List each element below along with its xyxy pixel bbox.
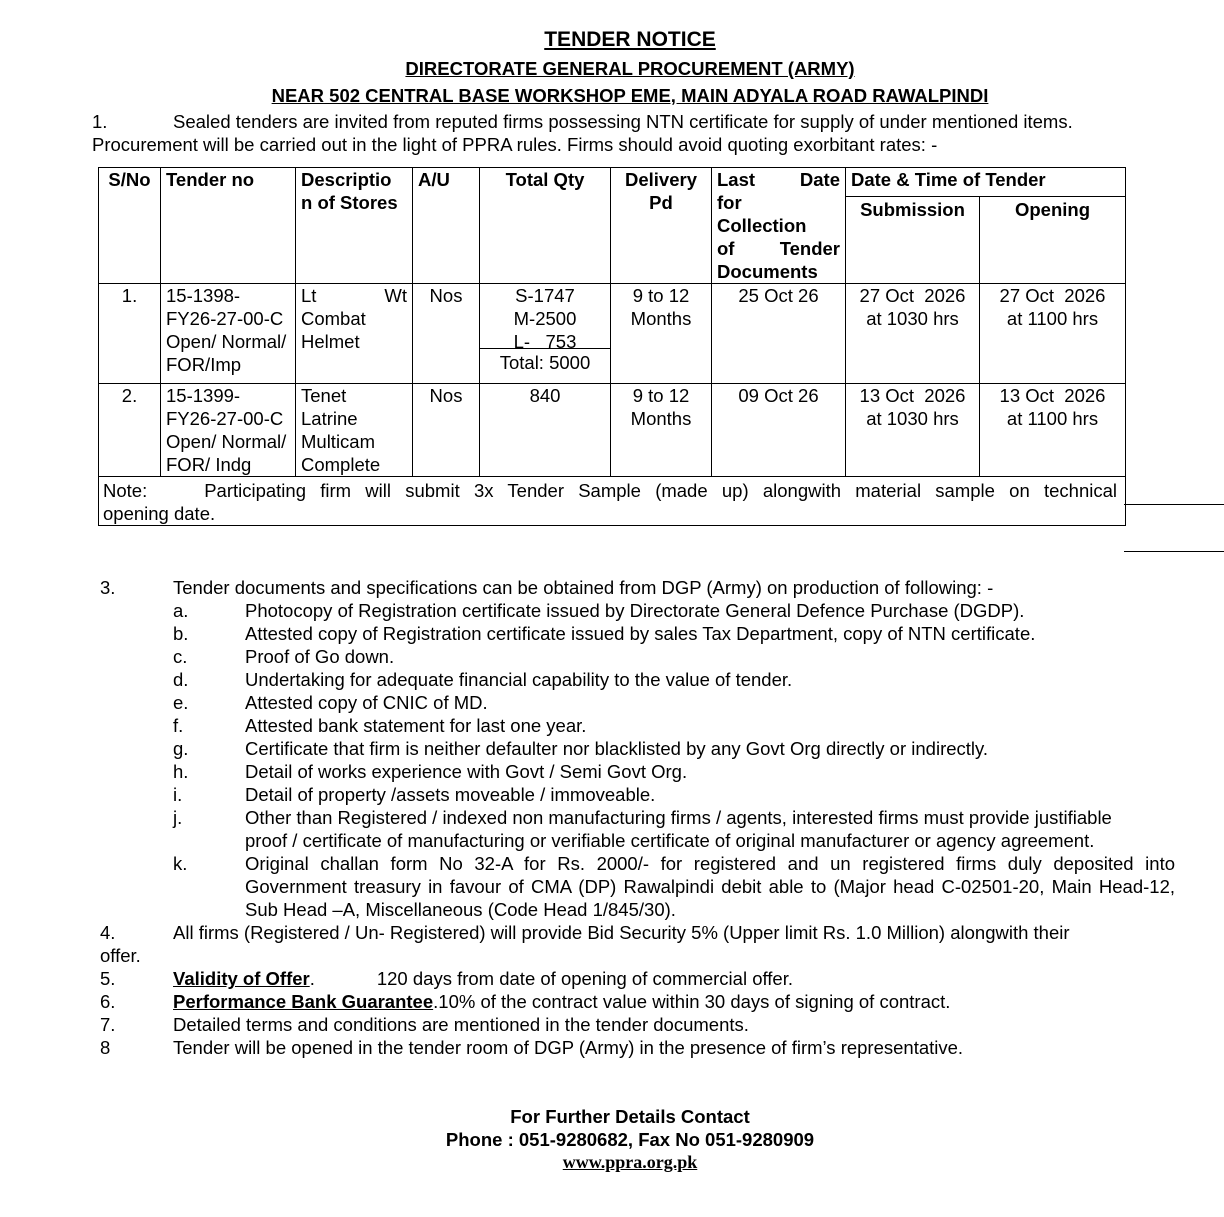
cell-delivery <box>611 384 712 477</box>
list-item <box>100 691 1175 714</box>
para-text: Tender documents and specifications can be obtained from DGP (Army) on production of following: - <box>173 577 994 598</box>
tender-no-line: 15-1399- <box>166 385 241 406</box>
para-text: 10% of the contract value within 30 days of signing of contract. <box>438 991 951 1012</box>
list-item <box>100 806 1175 852</box>
para-number: 1. <box>92 111 108 132</box>
item-text: Detail of works experience with Govt / Semi Govt Org. <box>245 761 688 782</box>
para-7 <box>100 1013 1175 1036</box>
tender-no-line: 15-1398- <box>166 285 241 306</box>
cell-opening <box>980 384 1126 477</box>
header-date-time: Date & Time of Tender <box>846 168 1126 197</box>
header-opening: Opening <box>980 197 1126 284</box>
header-last-date-word: for <box>717 192 742 213</box>
list-item <box>100 668 1175 691</box>
cell-description <box>296 284 413 384</box>
list-item <box>100 645 1175 668</box>
item-letter: g. <box>173 738 189 759</box>
cell-sno: 1. <box>99 284 161 384</box>
contact-phone-fax: Phone : 051-9280682, Fax No 051-9280909 <box>445 1129 815 1150</box>
intro-paragraph <box>92 110 1162 156</box>
para-text: 120 days from date of opening of commercial offer. <box>376 968 794 989</box>
cell-total-qty: 840 <box>480 384 611 477</box>
tender-no-line: FY26-27-00-C <box>166 408 284 429</box>
cell-submission <box>846 284 980 384</box>
item-text: Attested bank statement for last one year. <box>245 715 587 736</box>
organization-name: DIRECTORATE GENERAL PROCUREMENT (ARMY) <box>405 58 855 79</box>
item-letter: a. <box>173 600 189 621</box>
note-line2: opening date. <box>103 503 216 524</box>
opening-date: 13 Oct 2026 <box>999 385 1106 406</box>
cell-au: Nos <box>413 284 480 384</box>
para-6: 6. Performance Bank Guarantee.10% of the contract value within 30 days of signing of contract. <box>100 991 951 1012</box>
list-item <box>100 783 1175 806</box>
desc-line: Tenet <box>301 385 347 406</box>
cell-description <box>296 384 413 477</box>
tender-no-line: FY26-27-00-C <box>166 308 284 329</box>
para-4-cont: offer. <box>100 945 141 966</box>
item-text: Detail of property /assets moveable / immoveable. <box>245 784 656 805</box>
header-last-date-word: Collection <box>717 215 807 236</box>
header-sno: S/No <box>99 168 161 284</box>
header-delivery: Delivery Pd <box>611 168 712 284</box>
para-3 <box>100 576 1175 599</box>
header-last-date <box>712 168 846 284</box>
note-line1: Note: Participating firm will submit 3x Tender Sample (made up) alongwith material sample on technical <box>103 480 1118 501</box>
cell-delivery <box>611 284 712 384</box>
table-row <box>99 384 1126 477</box>
delivery-line: Months <box>630 308 692 329</box>
opening-date: 27 Oct 2026 <box>999 285 1106 306</box>
item-letter: b. <box>173 623 189 644</box>
qty-line: L- 753 <box>513 331 577 352</box>
organization-address: NEAR 502 CENTRAL BASE WORKSHOP EME, MAIN ADYALA ROAD RAWALPINDI <box>271 85 989 106</box>
para-text: Detailed terms and conditions are mentioned in the tender documents. <box>173 1014 749 1035</box>
header-au: A/U <box>413 168 480 284</box>
list-item <box>100 622 1175 645</box>
para-label: Performance Bank Guarantee <box>173 991 434 1012</box>
para-number: 5. <box>100 968 116 989</box>
contact-footer <box>0 1105 1224 1174</box>
item-text: Original challan form No 32-A for Rs. 2000/- for registered and un registered firms duly deposited into Government treasury in favour of CMA (DP) Rawalpindi debit able to (Major head C-02501-20, Main Head-12, Sub Head –A, Miscellaneous (Code Head 1/845/30). <box>245 853 1175 920</box>
delivery-line: Months <box>630 408 692 429</box>
list-item <box>100 599 1175 622</box>
item-letter: k. <box>173 853 188 874</box>
cell-total-qty <box>480 284 611 384</box>
contact-heading: For Further Details Contact <box>510 1106 750 1127</box>
header-description: Descriptio n of Stores <box>296 168 413 284</box>
note-extension-border <box>1124 504 1224 552</box>
header-last-date-word: of <box>717 238 735 259</box>
desc-line: Latrine <box>301 408 358 429</box>
item-text: Proof of Go down. <box>245 646 395 667</box>
item-letter: i. <box>173 784 183 805</box>
item-text: Certificate that firm is neither defaulter nor blacklisted by any Govt Org directly or indirectly. <box>245 738 989 759</box>
list-item <box>100 737 1175 760</box>
cell-last-date: 09 Oct 26 <box>712 384 846 477</box>
item-text: Attested copy of CNIC of MD. <box>245 692 488 713</box>
desc-word: Wt <box>384 285 407 306</box>
item-letter: d. <box>173 669 189 690</box>
desc-line: Combat <box>301 308 366 329</box>
cell-tender-no <box>161 284 296 384</box>
header-last-date-word: Last <box>717 169 756 190</box>
submission-time: at 1030 hrs <box>866 408 959 429</box>
header-tender-no: Tender no <box>161 168 296 284</box>
qty-line: S-1747 <box>515 285 575 306</box>
para-5: 5. Validity of Offer. 120 days from date of opening of commercial offer. <box>100 968 794 989</box>
cell-submission <box>846 384 980 477</box>
item-letter: j. <box>173 807 183 828</box>
intro-text-line1: Sealed tenders are invited from reputed firms possessing NTN certificate for supply of under mentioned items. <box>173 111 1073 132</box>
header-submission: Submission <box>846 197 980 284</box>
list-item <box>100 852 1175 921</box>
para-number: 4. <box>100 922 116 943</box>
item-letter: c. <box>173 646 188 667</box>
note-row <box>99 477 1126 526</box>
item-text: Undertaking for adequate financial capability to the value of tender. <box>245 669 793 690</box>
header-total-qty: Total Qty <box>480 168 611 284</box>
tender-no-line: FOR/Imp <box>166 354 242 375</box>
item-letter: f. <box>173 715 184 736</box>
delivery-line: 9 to 12 <box>632 285 690 306</box>
submission-date: 13 Oct 2026 <box>859 385 966 406</box>
list-item <box>100 760 1175 783</box>
submission-time: at 1030 hrs <box>866 308 959 329</box>
cell-last-date: 25 Oct 26 <box>712 284 846 384</box>
para-8 <box>100 1036 1175 1059</box>
item-text: Photocopy of Registration certificate issued by Directorate General Defence Purchase (DGDP). <box>245 600 1025 621</box>
tender-no-line: Open/ Normal/ <box>166 331 287 352</box>
para-text: All firms (Registered / Un- Registered) will provide Bid Security 5% (Upper limit Rs. 1.0 Million) alongwith their <box>173 922 1070 943</box>
item-text: Attested copy of Registration certificate issued by sales Tax Department, copy of NTN certificate. <box>245 623 1036 644</box>
desc-word: Lt <box>301 285 317 306</box>
para-number: 6. <box>100 991 116 1012</box>
cell-tender-no <box>161 384 296 477</box>
item-text: Other than Registered / indexed non manufacturing firms / agents, interested firms must provide justifiable proof / certificate of manufacturing or verifiable certificate of original manufacturer or agency agreement. <box>245 807 1112 851</box>
tender-no-line: Open/ Normal/ <box>166 431 287 452</box>
para-number: 3. <box>100 577 116 598</box>
header-last-date-word: Date <box>799 169 840 190</box>
para-number: 7. <box>100 1014 116 1035</box>
table-row <box>99 284 1126 384</box>
conditions-list <box>100 576 1175 1059</box>
notice-title: TENDER NOTICE <box>544 28 716 51</box>
cell-sno: 2. <box>99 384 161 477</box>
item-letter: e. <box>173 692 189 713</box>
table-header-row <box>99 168 1126 197</box>
tender-table <box>98 167 1126 526</box>
note-cell <box>99 477 1126 526</box>
submission-date: 27 Oct 2026 <box>859 285 966 306</box>
opening-time: at 1100 hrs <box>1006 308 1099 329</box>
desc-line: Helmet <box>301 331 360 352</box>
para-number: 8 <box>100 1037 111 1058</box>
qty-total: Total: 5000 <box>480 348 610 383</box>
cell-au: Nos <box>413 384 480 477</box>
desc-line: Multicam <box>301 431 376 452</box>
cell-opening <box>980 284 1126 384</box>
para-4 <box>100 921 1175 944</box>
item-letter: h. <box>173 761 189 782</box>
delivery-line: 9 to 12 <box>632 385 690 406</box>
para-text: Tender will be opened in the tender room of DGP (Army) in the presence of firm’s representative. <box>173 1037 964 1058</box>
para-label: Validity of Offer <box>173 968 310 989</box>
opening-time: at 1100 hrs <box>1006 408 1099 429</box>
header-last-date-word: Documents <box>717 261 818 282</box>
desc-line: Complete <box>301 454 381 475</box>
tender-no-line: FOR/ Indg <box>166 454 252 475</box>
website-link[interactable]: www.ppra.org.pk <box>562 1152 698 1172</box>
list-item <box>100 714 1175 737</box>
qty-line: M-2500 <box>513 308 577 329</box>
intro-text-line2: Procurement will be carried out in the light of PPRA rules. Firms should avoid quoting exorbitant rates: - <box>92 134 938 155</box>
header-last-date-word: Tender <box>779 238 840 259</box>
